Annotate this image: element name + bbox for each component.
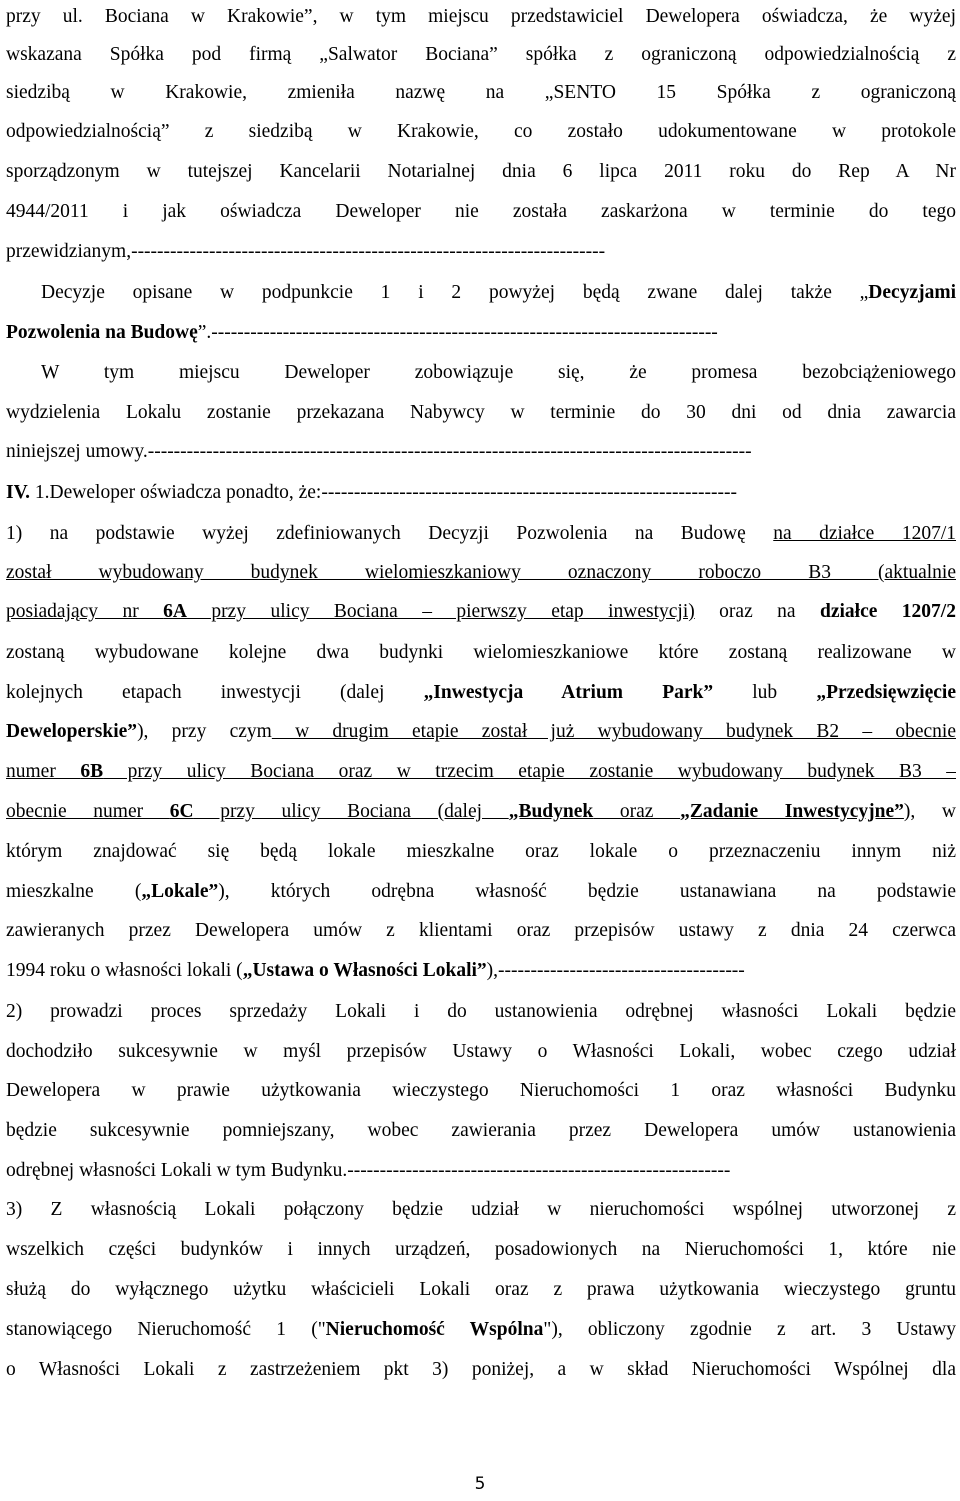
- text-line: [6, 592, 956, 632]
- text-segment: dochodziło sukcesywnie w myśl przepisów Ustawy o Własności Lokali, wobec czego udział: [6, 1041, 956, 1062]
- text-segment: Nieruchomość Wspólna: [325, 1319, 544, 1340]
- text-line: [6, 232, 956, 272]
- text-line: [6, 1310, 956, 1350]
- text-segment: którym znajdować się będą lokale mieszkalne oraz lokale o przeznaczeniu innym niż: [6, 841, 956, 862]
- text-segment: 1.Deweloper oświadcza ponadto, że:----------------------------------------------------------------: [30, 482, 737, 503]
- text-line: [6, 832, 956, 872]
- text-line: [6, 752, 956, 792]
- text-segment: 3) Z własnością Lokali połączony będzie udział w nieruchomości wspólnej utworzonej z: [6, 1199, 956, 1220]
- text-segment: Deweloperskie”: [6, 721, 138, 742]
- text-segment: sporządzonym w tutejszej Kancelarii Notarialnej dnia 6 lipca 2011 roku do Rep A Nr: [6, 161, 956, 182]
- text-line: [6, 1151, 956, 1191]
- text-segment: przewidzianym,-------------------------------------------------------------------------: [6, 241, 606, 262]
- text-segment: wskazana Spółka pod firmą „Salwator Bociana” spółka z ograniczoną odpowiedzialnością z: [6, 44, 956, 65]
- text-line: [6, 393, 956, 433]
- section-heading-line: [6, 473, 956, 513]
- text-segment: ”.------------------------------------------------------------------------------: [197, 322, 718, 343]
- text-segment: przy ulicy Bociana oraz w trzecim etapie zostanie wybudowany budynek B3 –: [103, 761, 956, 782]
- text-segment: zostaną wybudowane kolejne dwa budynki wielomieszkaniowe które zostaną realizowane w: [6, 642, 956, 663]
- text-segment: zawieranych przez Dewelopera umów z klientami oraz przepisów ustawy z dnia 24 czerwca: [6, 920, 956, 941]
- text-segment: odpowiedzialnością” z siedzibą w Krakowie, co zostało udokumentowane w protokole: [6, 121, 956, 142]
- text-segment: przy ulicy Bociana – pierwszy etap inwestycji): [186, 601, 695, 622]
- text-segment: ), których odrębna własność będzie ustanawiana na podstawie: [218, 881, 956, 902]
- text-segment: W tym miejscu Deweloper zobowiązuje się, że promesa bezobciążeniowego: [41, 362, 956, 383]
- text-line: [6, 35, 956, 75]
- text-line: [6, 432, 956, 472]
- text-line: [6, 1230, 956, 1270]
- text-line: [6, 112, 956, 152]
- text-segment: kolejnych etapach inwestycji (dalej: [6, 682, 424, 703]
- text-line: [6, 1071, 956, 1111]
- text-segment: niniejszej umowy.---------------------------------------------------------------------------------------------: [6, 441, 752, 462]
- text-segment: w drugim etapie został już wybudowany budynek B2 – obecnie: [271, 721, 956, 742]
- text-segment: działce 1207/2: [819, 601, 956, 622]
- text-segment: Decyzjami: [868, 282, 956, 303]
- text-segment: 4944/2011 i jak oświadcza Deweloper nie została zaskarżona w terminie do tego: [6, 201, 956, 222]
- text-segment: „Budynek: [508, 801, 594, 822]
- page-number: 5: [474, 1474, 486, 1494]
- text-line: [41, 353, 956, 393]
- text-line: [6, 712, 956, 752]
- text-segment: Decyzje opisane w podpunkcie 1 i 2 powyżej będą zwane dalej także „: [41, 282, 869, 303]
- text-segment: „Inwestycja Atrium Park”: [423, 682, 714, 703]
- text-segment: 2) prowadzi proces sprzedaży Lokali i do ustanowienia odrębnej własności Lokali będzie: [6, 1001, 956, 1022]
- text-segment: 6B: [80, 761, 104, 782]
- text-line: [6, 73, 956, 113]
- text-segment: ),: [903, 801, 916, 822]
- text-segment: Dewelopera w prawie użytkowania wieczystego Nieruchomości 1 oraz własności Budynku: [6, 1080, 956, 1101]
- text-segment: stanowiącego Nieruchomość 1 (": [6, 1319, 326, 1340]
- text-line: [6, 0, 956, 37]
- text-line: [6, 872, 956, 912]
- text-segment: przy ul. Bociana w Krakowie”, w tym miejscu przedstawiciel Dewelopera oświadcza, że wyżej: [6, 6, 956, 27]
- text-line: [6, 1350, 956, 1390]
- text-segment: „Lokale”: [141, 881, 219, 902]
- text-line: [6, 992, 956, 1032]
- text-line: [41, 273, 956, 313]
- text-line: [6, 792, 956, 832]
- text-segment: odrębnej własności Lokali w tym Budynku.-----------------------------------------------------------: [6, 1160, 731, 1181]
- text-segment: "), obliczony zgodnie z art. 3 Ustawy: [543, 1319, 956, 1340]
- text-line: [6, 313, 956, 353]
- text-segment: w: [915, 801, 956, 822]
- text-segment: lub: [713, 682, 817, 703]
- text-segment: wszelkich części budynków i innych urządzeń, posadowionych na Nieruchomości 1, które nie: [6, 1239, 956, 1260]
- text-line: [6, 1032, 956, 1072]
- text-line: [6, 951, 956, 991]
- text-segment: wydzielenia Lokalu zostanie przekazana Nabywcy w terminie do 30 dni od dnia zawarcia: [6, 402, 956, 423]
- text-segment: „Ustawa o Własności Lokali”: [242, 960, 487, 981]
- text-segment: ), przy czym: [137, 721, 272, 742]
- text-segment: został wybudowany budynek wielomieszkaniowy oznaczony roboczo B3 (aktualnie: [6, 562, 956, 583]
- text-segment: „Przedsięwzięcie: [816, 682, 956, 703]
- text-segment: służą do wyłącznego użytku właścicieli Lokali oraz z prawa użytkowania wieczystego gruntu: [6, 1279, 956, 1300]
- text-segment: 6C: [169, 801, 194, 822]
- text-segment: będzie sukcesywnie pomniejszany, wobec zawierania przez Dewelopera umów ustanowienia: [6, 1120, 956, 1141]
- text-line: [6, 673, 956, 713]
- text-line: [6, 1111, 956, 1151]
- text-segment: mieszkalne (: [6, 881, 142, 902]
- text-segment: siedzibą w Krakowie, zmieniła nazwę na „SENTO 15 Spółka z ograniczoną: [6, 82, 956, 103]
- text-segment: Pozwolenia na Budowę: [6, 322, 198, 343]
- text-line: [6, 633, 956, 673]
- text-line: [6, 192, 956, 232]
- text-segment: oraz na: [694, 601, 820, 622]
- text-segment: numer: [6, 761, 81, 782]
- text-line: [6, 514, 956, 554]
- text-segment: IV.: [6, 482, 31, 503]
- text-segment: 6A: [163, 601, 187, 622]
- text-segment: obecnie numer: [6, 801, 170, 822]
- text-segment: na działce 1207/1: [773, 523, 956, 544]
- text-segment: 1) na podstawie wyżej zdefiniowanych Decyzji Pozwolenia na Budowę: [6, 523, 774, 544]
- text-segment: o Własności Lokali z zastrzeżeniem pkt 3) poniżej, a w skład Nieruchomości Wspólnej dla: [6, 1359, 956, 1380]
- text-segment: „Zadanie Inwestycyjne”: [680, 801, 904, 822]
- text-line: [6, 553, 956, 593]
- text-segment: posiadający nr: [6, 601, 164, 622]
- text-line: [6, 152, 956, 192]
- text-segment: przy ulicy Bociana (dalej: [193, 801, 509, 822]
- text-segment: oraz: [593, 801, 681, 822]
- text-segment: 1994 roku o własności lokali (: [6, 960, 243, 981]
- text-line: [6, 1190, 956, 1230]
- text-segment: ),--------------------------------------: [486, 960, 745, 981]
- text-line: [6, 911, 956, 951]
- text-line: [6, 1270, 956, 1310]
